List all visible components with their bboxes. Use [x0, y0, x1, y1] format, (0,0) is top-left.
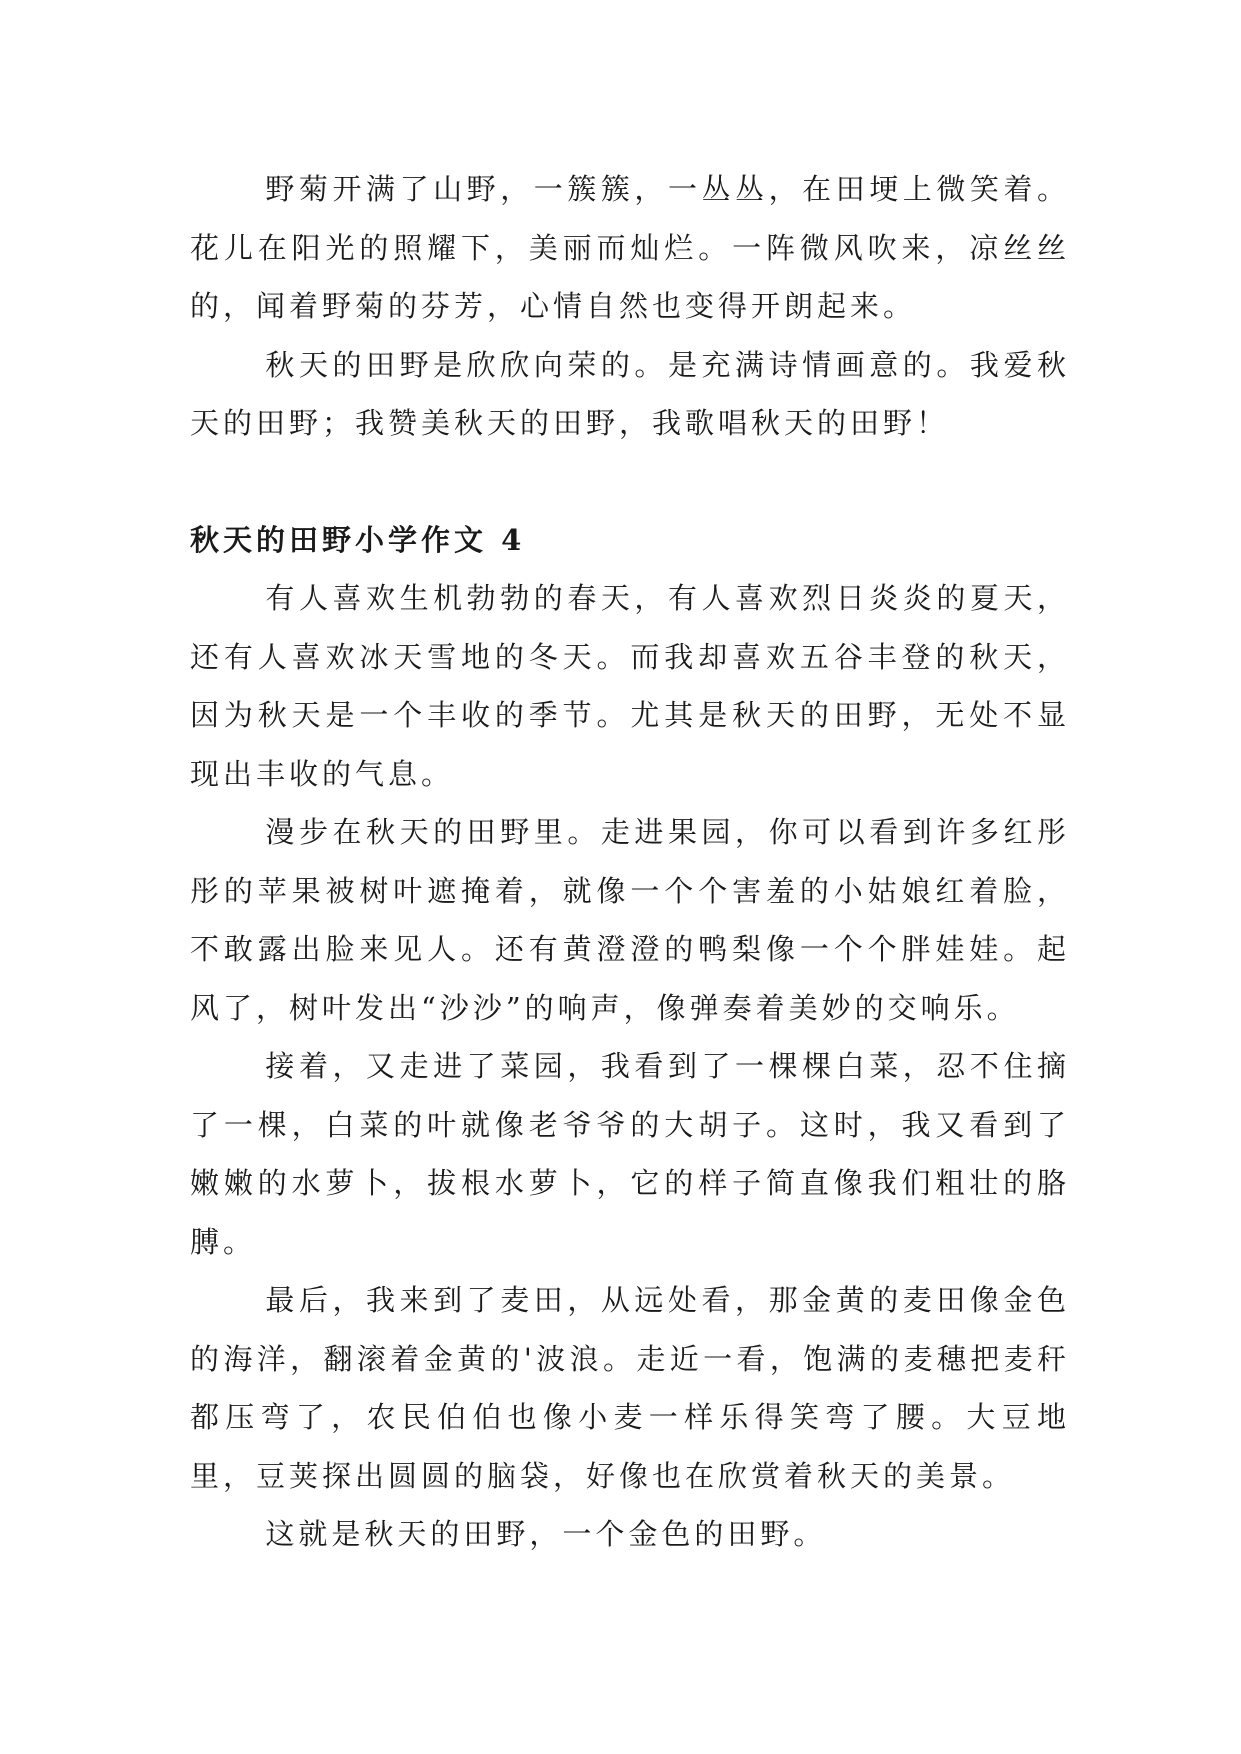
- paragraph-orchard: 漫步在秋天的田野里。走进果园，你可以看到许多红彤彤的苹果被树叶遮掩着，就像一个个害羞的小姑娘红着脸，不敢露出脸来见人。还有黄澄澄的鸭梨像一个个胖娃娃。起风了，树叶发出“沙沙”的响声，像弹奏着美妙的交响乐。: [190, 815, 1070, 1025]
- document-body: [190, 160, 1070, 1564]
- paragraph-wild-chrysanthemum: 野菊开满了山野，一簇簇，一丛丛，在田埂上微笑着。花儿在阳光的照耀下，美丽而灿烂。一阵微风吹来，凉丝丝的，闻着野菊的芬芳，心情自然也变得开朗起来。: [190, 172, 1070, 323]
- paragraph-closing: 这就是秋天的田野，一个金色的田野。: [265, 1517, 827, 1551]
- section-spacer: [190, 453, 1070, 511]
- paragraph-autumn-fields-conclusion: 秋天的田野是欣欣向荣的。是充满诗情画意的。我爱秋天的田野；我赞美秋天的田野，我歌唱秋天的田野！: [190, 347, 1070, 440]
- paragraph-intro: 有人喜欢生机勃勃的春天，有人喜欢烈日炎炎的夏天，还有人喜欢冰天雪地的冬天。而我却喜欢五谷丰登的秋天，因为秋天是一个丰收的季节。尤其是秋天的田野，无处不显现出丰收的气息。: [190, 581, 1070, 791]
- essay-title: 秋天的田野小学作文 4: [190, 522, 526, 557]
- paragraph-vegetable-garden: 接着，又走进了菜园，我看到了一棵棵白菜，忍不住摘了一棵，白菜的叶就像老爷爷的大胡子。这时，我又看到了嫩嫩的水萝卜，拔根水萝卜，它的样子简直像我们粗壮的胳膊。: [190, 1049, 1070, 1259]
- paragraph-wheat-field: 最后，我来到了麦田，从远处看，那金黄的麦田像金色的海洋，翻滚着金黄的'波浪。走近一看，饱满的麦穗把麦秆都压弯了，农民伯伯也像小麦一样乐得笑弯了腰。大豆地里，豆荚探出圆圆的脑袋，好像也在欣赏着秋天的美景。: [190, 1283, 1070, 1493]
